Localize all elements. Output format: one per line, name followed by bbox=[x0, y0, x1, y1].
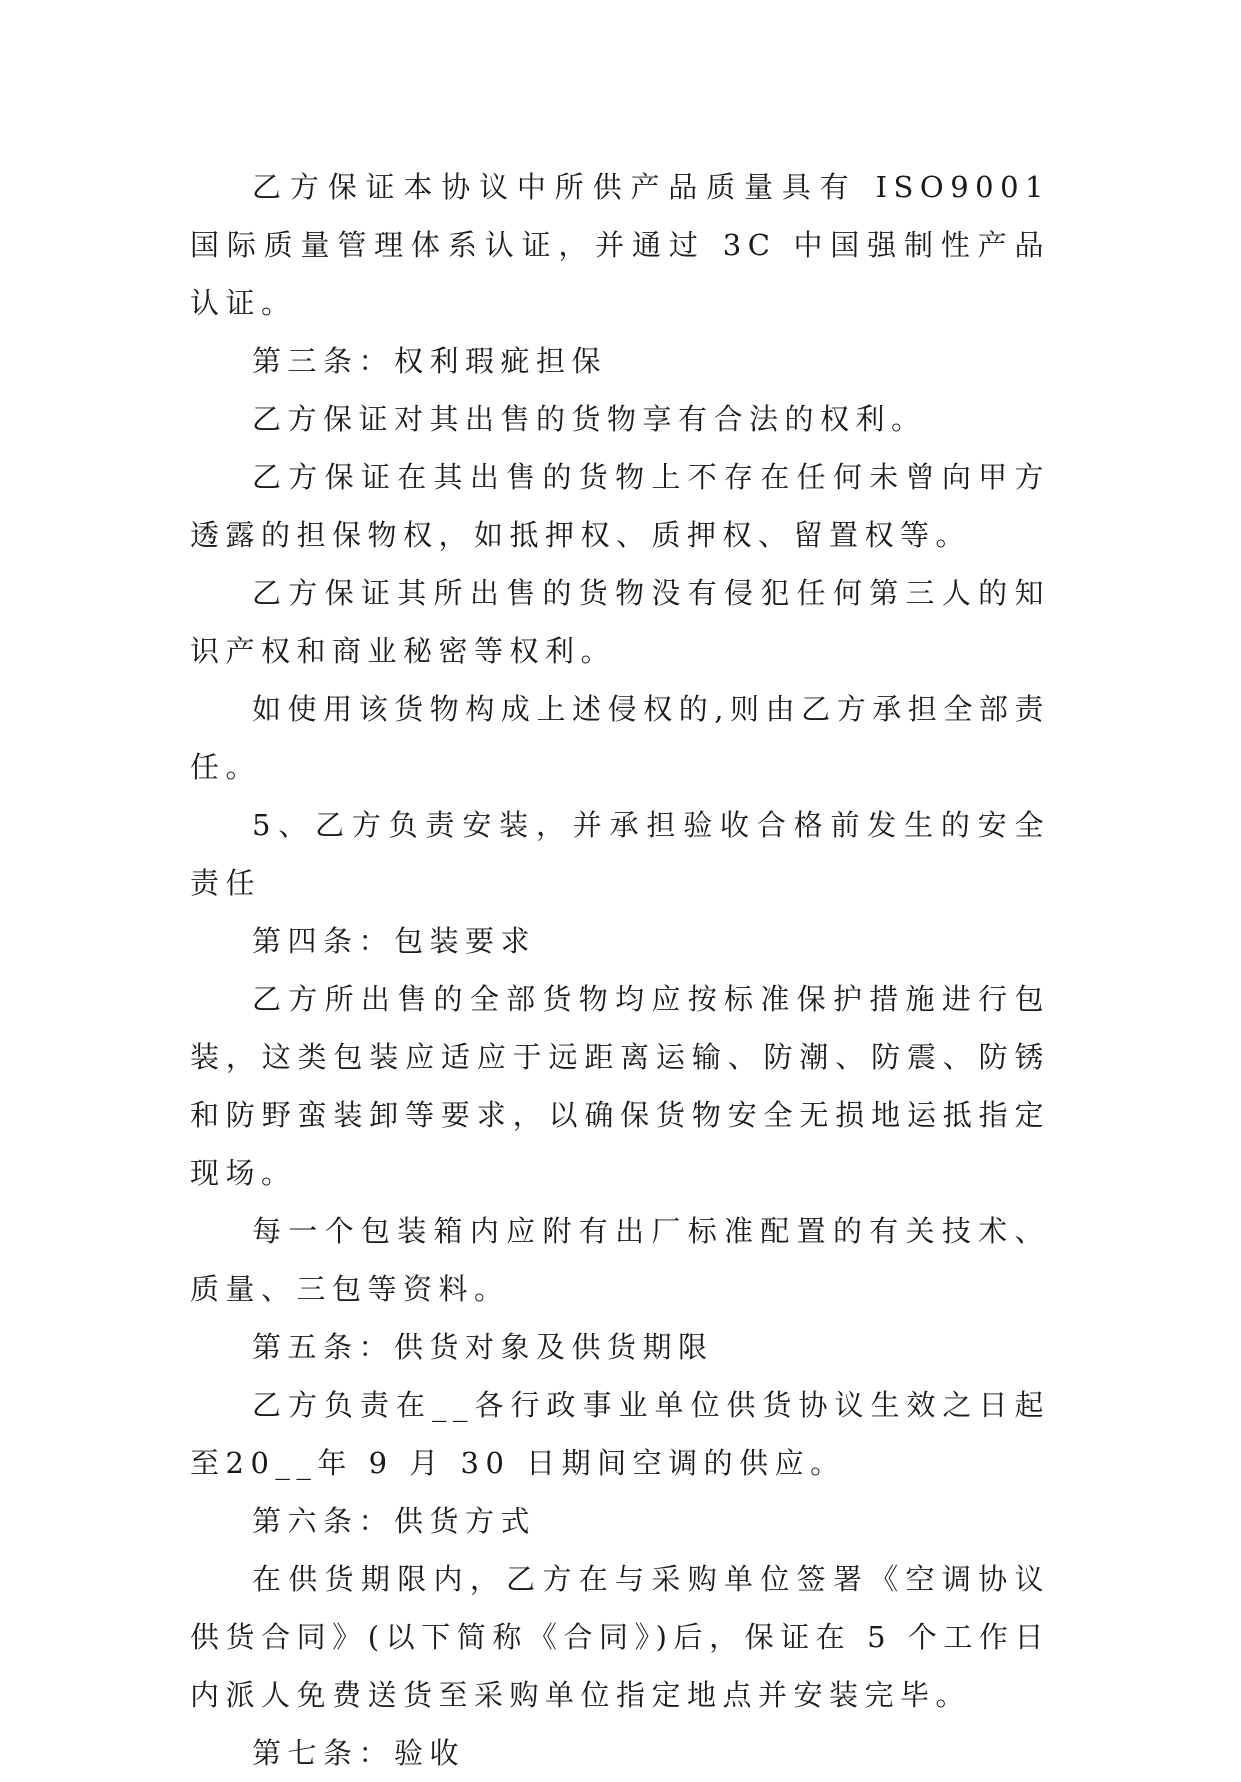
section-heading-article-5: 第五条：供货对象及供货期限 bbox=[252, 1330, 714, 1364]
paragraph-no-security-interests: 乙方保证在其出售的货物上不存在任何未曾向甲方透露的担保物权，如抵押权、质押权、留置权等。 bbox=[190, 460, 1050, 552]
paragraph-packaging-documents: 每一个包装箱内应附有出厂标准配置的有关技术、质量、三包等资料。 bbox=[190, 1214, 1050, 1306]
paragraph-supply-period: 乙方负责在__各行政事业单位供货协议生效之日起至20__年 9 月 30 日期间空调的供应。 bbox=[190, 1388, 1050, 1480]
section-heading-article-7: 第七条：验收 bbox=[252, 1736, 466, 1770]
paragraph-installation-responsibility: 5、乙方负责安装，并承担验收合格前发生的安全责任 bbox=[190, 808, 1050, 900]
document-body bbox=[190, 158, 1050, 1782]
paragraph-lawful-rights: 乙方保证对其出售的货物享有合法的权利。 bbox=[252, 402, 927, 436]
paragraph-quality-certification: 乙方保证本协议中所供产品质量具有 ISO9001 国际质量管理体系认证，并通过 3C 中国强制性产品认证。 bbox=[190, 170, 1050, 320]
section-heading-article-3: 第三条：权利瑕疵担保 bbox=[252, 344, 608, 378]
paragraph-no-ip-infringement: 乙方保证其所出售的货物没有侵犯任何第三人的知识产权和商业秘密等权利。 bbox=[190, 576, 1050, 668]
paragraph-infringement-liability: 如使用该货物构成上述侵权的,则由乙方承担全部责任。 bbox=[190, 692, 1050, 784]
paragraph-delivery-method: 在供货期限内，乙方在与采购单位签署《空调协议供货合同》(以下简称《合同》)后，保证在 5 个工作日内派人免费送货至采购单位指定地点并安装完毕。 bbox=[190, 1562, 1050, 1712]
paragraph-packaging-standard: 乙方所出售的全部货物均应按标准保护措施进行包装，这类包装应适应于远距离运输、防潮、防震、防锈和防野蛮装卸等要求，以确保货物安全无损地运抵指定现场。 bbox=[190, 982, 1050, 1190]
section-heading-article-4: 第四条：包装要求 bbox=[252, 924, 537, 958]
section-heading-article-6: 第六条：供货方式 bbox=[252, 1504, 537, 1538]
